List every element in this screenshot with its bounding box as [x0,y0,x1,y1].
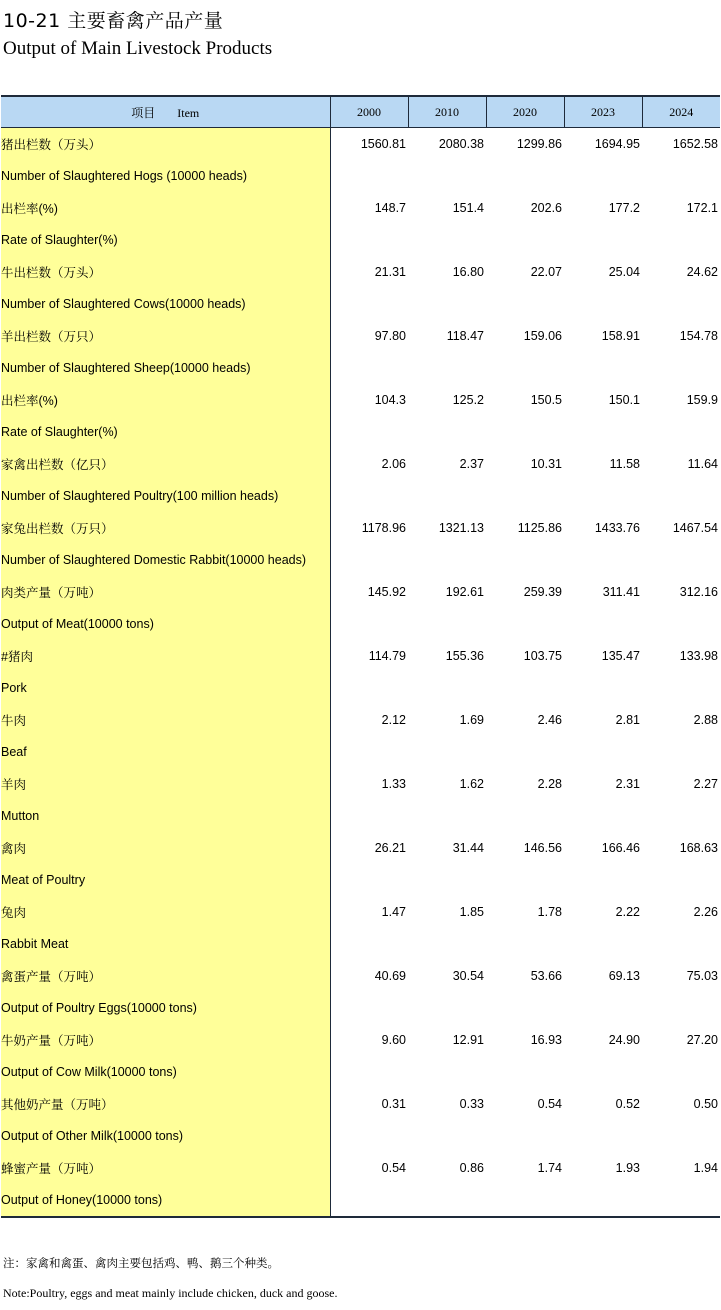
empty-cell [642,224,720,256]
table-row-english [1,1056,720,1088]
value-cell: 158.91 [601,329,640,343]
row-label-cn: 牛奶产量（万吨） [1,1024,330,1056]
row-label-en: Meat of Poultry [1,864,330,896]
empty-cell [486,352,564,384]
table-row [1,512,720,544]
empty-cell [564,160,642,192]
value-cell: 0.33 [459,1097,484,1111]
empty-cell [408,160,486,192]
empty-cell [486,1056,564,1088]
empty-cell [330,800,408,832]
value-cell: 312.16 [679,585,718,599]
row-label-cn: 家兔出栏数（万只） [1,512,330,544]
empty-cell [486,928,564,960]
value-cell: 2.12 [381,713,406,727]
value-cell: 104.3 [374,393,406,407]
value-cell: 22.07 [530,265,562,279]
empty-cell [330,544,408,576]
empty-cell [408,288,486,320]
table-row [1,896,720,928]
empty-cell [486,992,564,1024]
table-row-english [1,608,720,640]
table-header-row [1,96,720,128]
row-label-en: Rate of Slaughter(%) [1,224,330,256]
value-cell: 151.4 [452,201,484,215]
value-cell: 11.64 [687,457,718,471]
value-cell: 168.63 [679,841,718,855]
table-row-english [1,800,720,832]
value-cell: 25.04 [608,265,640,279]
empty-cell [564,352,642,384]
row-label-cn: 肉类产量（万吨） [1,576,330,608]
value-cell: 0.54 [537,1097,562,1111]
value-cell: 1560.81 [360,137,406,151]
empty-cell [486,672,564,704]
empty-cell [408,544,486,576]
empty-cell [408,1184,486,1217]
header-year: 2024 [642,96,720,128]
value-cell: 1433.76 [594,521,640,535]
empty-cell [642,544,720,576]
empty-cell [564,672,642,704]
empty-cell [408,928,486,960]
empty-cell [564,736,642,768]
value-cell: 150.1 [608,393,640,407]
empty-cell [564,608,642,640]
table-row-english [1,160,720,192]
header-year: 2023 [564,96,642,128]
empty-cell [642,288,720,320]
empty-cell [486,736,564,768]
page-title-english: Output of Main Livestock Products [3,38,273,59]
value-cell: 1467.54 [672,521,718,535]
value-cell: 12.91 [452,1033,484,1047]
footnote-english: Note:Poultry, eggs and meat mainly include chicken, duck and goose. [3,1286,338,1300]
header-item-en: Item [177,105,200,120]
row-label-cn: 家禽出栏数（亿只） [1,448,330,480]
value-cell: 2.37 [459,457,484,471]
empty-cell [564,1184,642,1217]
empty-cell [408,608,486,640]
table-row-english [1,736,720,768]
value-cell: 155.36 [445,649,484,663]
empty-cell [642,800,720,832]
row-label-cn: 牛肉 [1,704,330,736]
row-label-en: Rate of Slaughter(%) [1,416,330,448]
row-label-cn: 羊肉 [1,768,330,800]
value-cell: 145.92 [367,585,406,599]
table-row-english [1,352,720,384]
row-label-en: Number of Slaughtered Hogs (10000 heads) [1,160,330,192]
row-label-cn: 羊出栏数（万只） [1,320,330,352]
empty-cell [330,672,408,704]
value-cell: 1.78 [537,905,562,919]
value-cell: 114.79 [368,649,406,663]
empty-cell [642,1120,720,1152]
value-cell: 0.31 [381,1097,406,1111]
table-row [1,1088,720,1120]
table-row [1,128,720,161]
table-row-english [1,1184,720,1217]
value-cell: 2.31 [615,777,640,791]
value-cell: 172.1 [686,201,718,215]
value-cell: 2080.38 [438,137,484,151]
value-cell: 159.9 [686,393,718,407]
empty-cell [330,160,408,192]
table-row-english [1,288,720,320]
empty-cell [408,480,486,512]
row-label-en: Output of Honey(10000 tons) [1,1184,330,1217]
table-row [1,704,720,736]
value-cell: 1.74 [537,1161,562,1175]
empty-cell [330,480,408,512]
value-cell: 177.2 [608,201,640,215]
empty-cell [486,1184,564,1217]
header-year: 2000 [330,96,408,128]
value-cell: 1.94 [693,1161,718,1175]
empty-cell [642,992,720,1024]
empty-cell [330,352,408,384]
value-cell: 1178.96 [361,521,406,535]
row-label-cn: #猪肉 [1,640,330,672]
table-row [1,1024,720,1056]
value-cell: 2.26 [693,905,718,919]
empty-cell [486,416,564,448]
value-cell: 1.47 [381,905,406,919]
row-label-en: Beaf [1,736,330,768]
page-title-chinese: 10-21 主要畜禽产品产量 [3,10,224,32]
empty-cell [486,480,564,512]
row-label-cn: 蜂蜜产量（万吨） [1,1152,330,1184]
value-cell: 0.50 [693,1097,718,1111]
table-row-english [1,544,720,576]
value-cell: 2.28 [537,777,562,791]
empty-cell [642,864,720,896]
empty-cell [486,608,564,640]
value-cell: 2.06 [381,457,406,471]
empty-cell [408,416,486,448]
value-cell: 103.75 [523,649,562,663]
value-cell: 1.85 [459,905,484,919]
value-cell: 16.80 [452,265,484,279]
empty-cell [330,288,408,320]
value-cell: 40.69 [374,969,406,983]
header-year: 2020 [486,96,564,128]
value-cell: 26.21 [374,841,406,855]
empty-cell [642,1184,720,1217]
value-cell: 24.90 [608,1033,640,1047]
empty-cell [486,800,564,832]
row-label-en: Rabbit Meat [1,928,330,960]
table-row [1,1152,720,1184]
row-label-cn: 其他奶产量（万吨） [1,1088,330,1120]
table-row [1,576,720,608]
value-cell: 16.93 [530,1033,562,1047]
value-cell: 53.66 [530,969,562,983]
empty-cell [408,992,486,1024]
empty-cell [330,1120,408,1152]
value-cell: 192.61 [445,585,484,599]
empty-cell [330,1184,408,1217]
value-cell: 166.46 [601,841,640,855]
row-label-cn: 牛出栏数（万头） [1,256,330,288]
row-label-cn: 禽肉 [1,832,330,864]
livestock-output-table [1,95,720,1218]
value-cell: 259.39 [523,585,562,599]
empty-cell [642,1056,720,1088]
empty-cell [330,736,408,768]
value-cell: 75.03 [686,969,718,983]
empty-cell [330,928,408,960]
empty-cell [408,736,486,768]
value-cell: 2.27 [693,777,718,791]
value-cell: 0.54 [381,1161,406,1175]
table-row-english [1,864,720,896]
table-row [1,960,720,992]
empty-cell [564,288,642,320]
value-cell: 0.52 [615,1097,640,1111]
empty-cell [486,160,564,192]
header-item-cn: 项目 [131,105,156,120]
row-label-en: Output of Poultry Eggs(10000 tons) [1,992,330,1024]
table-row [1,192,720,224]
empty-cell [408,352,486,384]
empty-cell [330,224,408,256]
empty-cell [642,352,720,384]
empty-cell [330,864,408,896]
value-cell: 30.54 [452,969,484,983]
empty-cell [564,1120,642,1152]
value-cell: 2.22 [615,905,640,919]
row-label-en: Output of Other Milk(10000 tons) [1,1120,330,1152]
table-row [1,384,720,416]
empty-cell [330,992,408,1024]
empty-cell [642,672,720,704]
value-cell: 27.20 [686,1033,718,1047]
empty-cell [564,480,642,512]
empty-cell [564,1056,642,1088]
value-cell: 0.86 [459,1161,484,1175]
empty-cell [330,608,408,640]
table-row-english [1,224,720,256]
empty-cell [486,544,564,576]
empty-cell [564,992,642,1024]
value-cell: 202.6 [530,201,562,215]
value-cell: 9.60 [381,1033,406,1047]
table-row-english [1,992,720,1024]
row-label-cn: 禽蛋产量（万吨） [1,960,330,992]
value-cell: 311.41 [602,585,640,599]
table-row [1,448,720,480]
value-cell: 1125.86 [517,521,562,535]
header-year: 2010 [408,96,486,128]
empty-cell [330,1056,408,1088]
value-cell: 21.31 [374,265,406,279]
empty-cell [486,224,564,256]
table-row [1,256,720,288]
value-cell: 24.62 [686,265,718,279]
table-row-english [1,480,720,512]
empty-cell [486,288,564,320]
value-cell: 2.88 [693,713,718,727]
empty-cell [564,224,642,256]
value-cell: 159.06 [523,329,562,343]
empty-cell [564,416,642,448]
table-row-english [1,1120,720,1152]
table-row [1,832,720,864]
empty-cell [486,864,564,896]
value-cell: 1.93 [615,1161,640,1175]
row-label-en: Output of Meat(10000 tons) [1,608,330,640]
empty-cell [642,416,720,448]
value-cell: 1694.95 [594,137,640,151]
table-row [1,320,720,352]
footnote-chinese: 注：家禽和禽蛋、禽肉主要包括鸡、鸭、鹅三个种类。 [3,1256,279,1270]
value-cell: 11.58 [609,457,640,471]
value-cell: 10.31 [530,457,562,471]
value-cell: 1299.86 [516,137,562,151]
value-cell: 1321.13 [438,521,484,535]
empty-cell [564,544,642,576]
value-cell: 135.47 [601,649,640,663]
empty-cell [642,160,720,192]
empty-cell [408,672,486,704]
empty-cell [408,1120,486,1152]
row-label-en: Number of Slaughtered Domestic Rabbit(10000 heads) [1,544,330,576]
row-label-en: Output of Cow Milk(10000 tons) [1,1056,330,1088]
value-cell: 133.98 [679,649,718,663]
value-cell: 1.69 [459,713,484,727]
value-cell: 1.62 [459,777,484,791]
value-cell: 150.5 [530,393,562,407]
value-cell: 146.56 [523,841,562,855]
table-row-english [1,672,720,704]
value-cell: 31.44 [452,841,484,855]
empty-cell [408,224,486,256]
empty-cell [486,1120,564,1152]
value-cell: 2.46 [537,713,562,727]
row-label-en: Number of Slaughtered Cows(10000 heads) [1,288,330,320]
row-label-cn: 出栏率(%) [1,384,330,416]
table-row-english [1,416,720,448]
value-cell: 154.78 [679,329,718,343]
empty-cell [408,864,486,896]
empty-cell [564,800,642,832]
value-cell: 118.47 [446,329,484,343]
empty-cell [642,480,720,512]
value-cell: 1652.58 [672,137,718,151]
row-label-cn: 出栏率(%) [1,192,330,224]
row-label-en: Number of Slaughtered Poultry(100 million heads) [1,480,330,512]
empty-cell [642,928,720,960]
header-item [1,96,330,128]
value-cell: 2.81 [615,713,640,727]
empty-cell [408,1056,486,1088]
value-cell: 148.7 [374,201,406,215]
value-cell: 97.80 [374,329,406,343]
empty-cell [408,800,486,832]
value-cell: 1.33 [381,777,406,791]
empty-cell [642,608,720,640]
table-row-english [1,928,720,960]
row-label-cn: 猪出栏数（万头） [1,128,330,161]
row-label-en: Mutton [1,800,330,832]
row-label-cn: 兔肉 [1,896,330,928]
empty-cell [330,416,408,448]
value-cell: 125.2 [452,393,484,407]
empty-cell [564,928,642,960]
empty-cell [642,736,720,768]
table-row [1,640,720,672]
row-label-en: Pork [1,672,330,704]
empty-cell [564,864,642,896]
row-label-en: Number of Slaughtered Sheep(10000 heads) [1,352,330,384]
value-cell: 69.13 [608,969,640,983]
table-row [1,768,720,800]
